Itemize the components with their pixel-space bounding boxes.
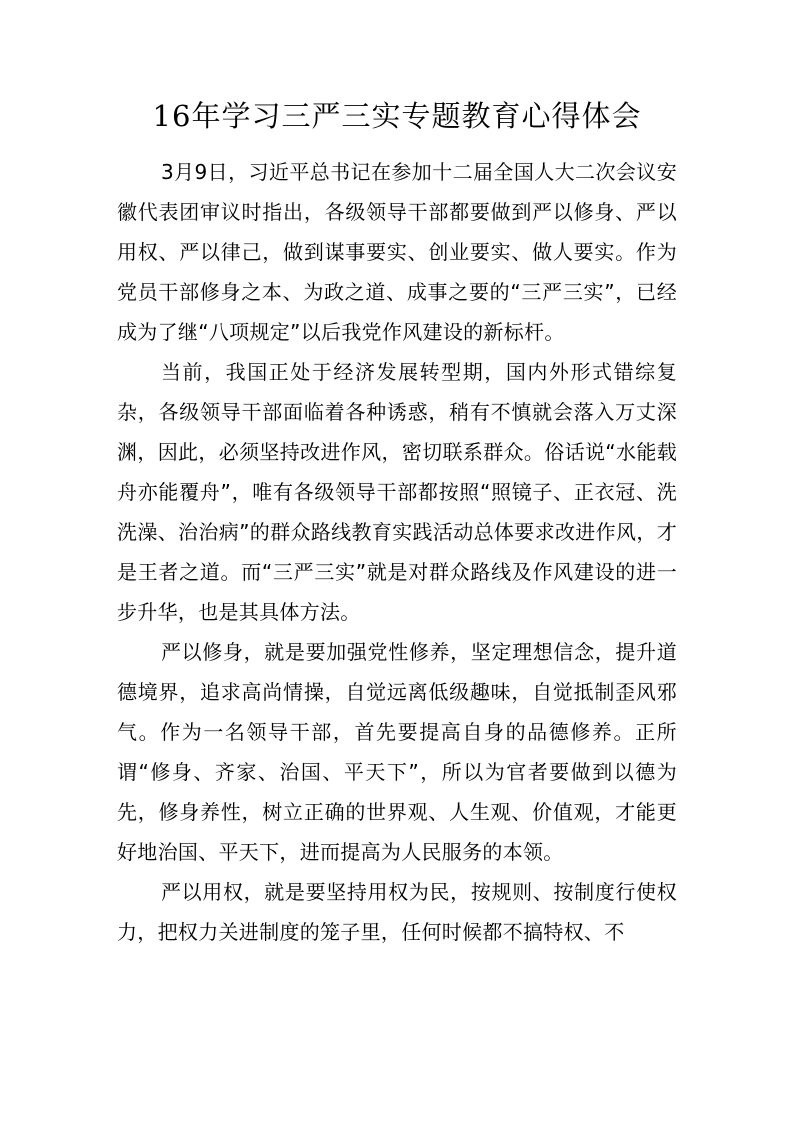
paragraph-3: 严以修身，就是要加强党性修养，坚定理想信念，提升道德境界，追求高尚情操，自觉远离低级趣味，自觉抵制歪风邪气。作为一名领导干部，首先要提高自身的品德修养。正所谓“修身、齐家、治国、平天下”，所以为官者要做到以德为先，修身养性，树立正确的世界观、人生观、价值观，才能更好地治国、平天下，进而提高为人民服务的本领。 bbox=[117, 640, 677, 864]
paragraph-1: 3月9日，习近平总书记在参加十二届全国人大二次会议安徽代表团审议时指出，各级领导干部都要做到严以修身、严以用权、严以律己，做到谋事要实、创业要实、做人要实。作为党员干部修身之本、为政之道、成事之要的“三严三实”，已经成为了继“八项规定”以后我党作风建设的新标杆。 bbox=[117, 160, 677, 344]
document-body bbox=[117, 152, 677, 952]
paragraph-2: 当前，我国正处于经济发展转型期，国内外形式错综复杂，各级领导干部面临着各种诱惑，稍有不慎就会落入万丈深渊，因此，必须坚持改进作风，密切联系群众。俗话说“水能载舟亦能覆舟”，唯有各级领导干部都按照“照镜子、正衣冠、洗洗澡、治治病”的群众路线教育实践活动总体要求改进作风，才是王者之道。而“三严三实”就是对群众路线及作风建设的进一步升华，也是其具体方法。 bbox=[117, 360, 677, 624]
document-title: 16年学习三严三实专题教育心得体会 bbox=[152, 99, 642, 133]
paragraph-4: 严以用权，就是要坚持用权为民，按规则、按制度行使权力，把权力关进制度的笼子里，任何时候都不搞特权、不 bbox=[117, 880, 677, 944]
